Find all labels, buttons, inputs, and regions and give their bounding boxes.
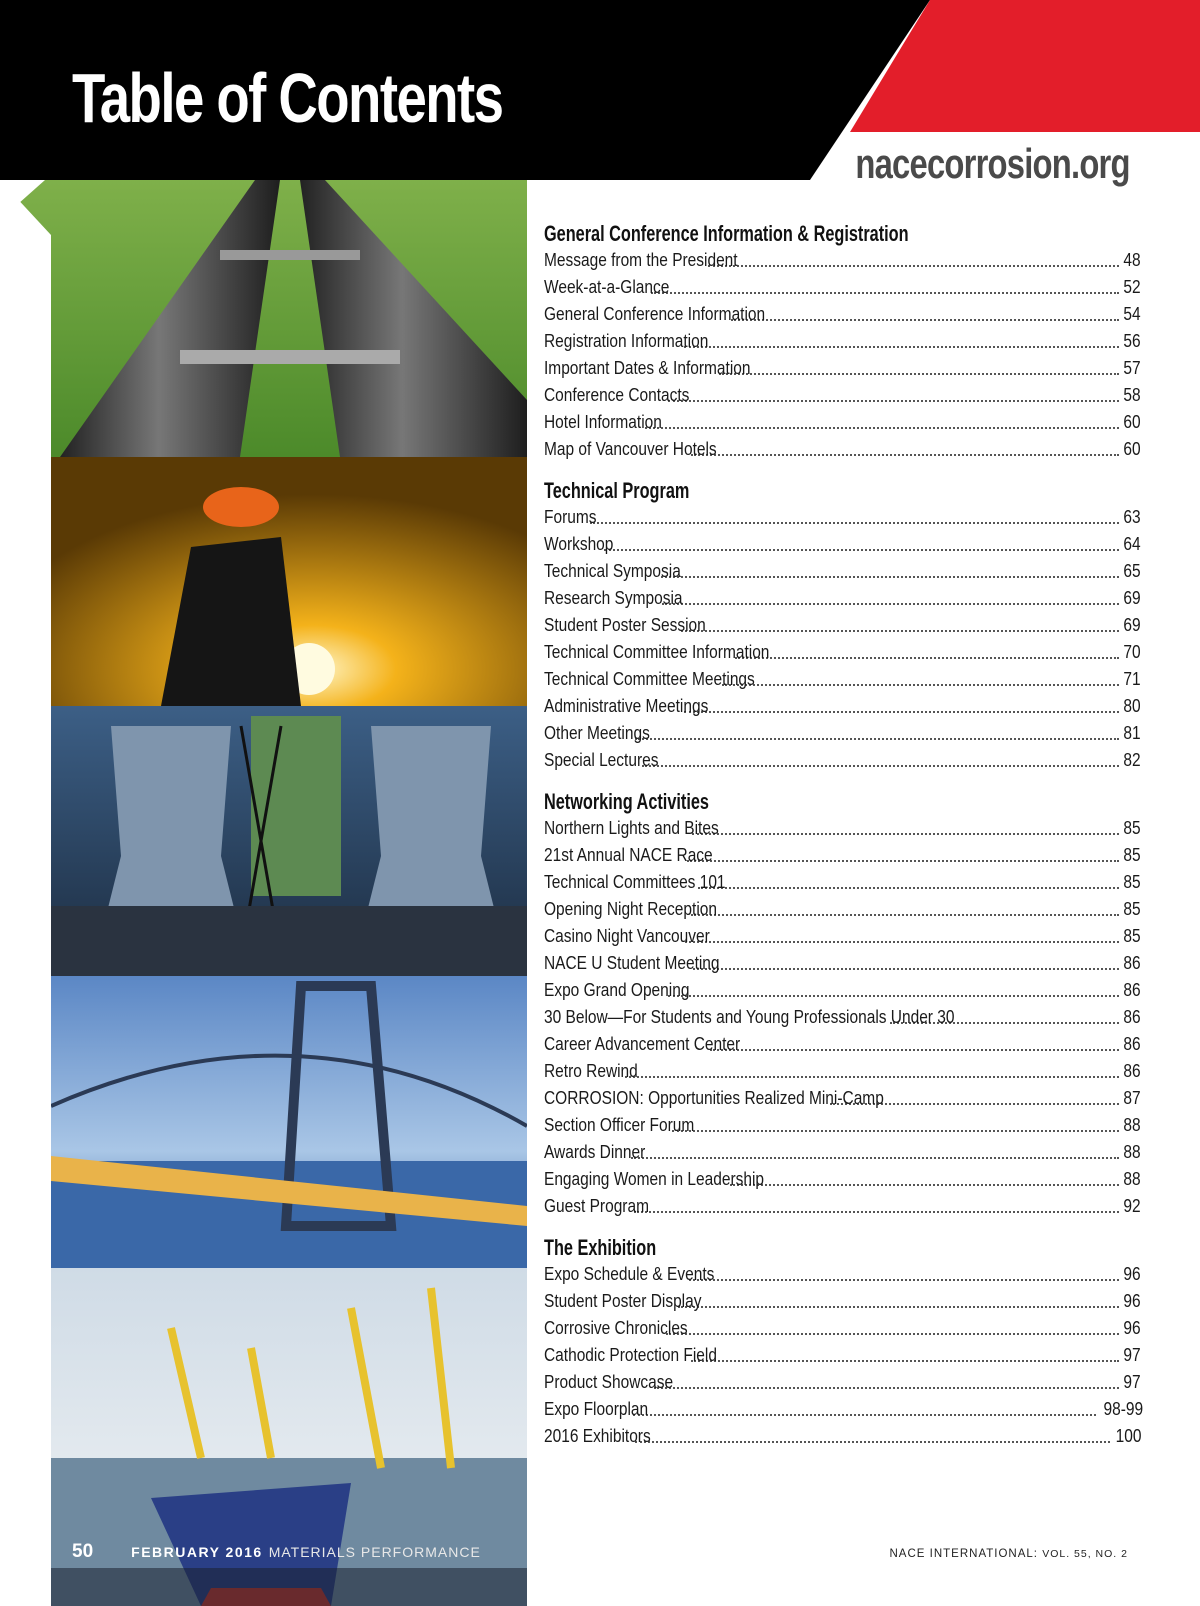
toc-entry[interactable] <box>544 1423 1142 1450</box>
dot-leader <box>692 833 1119 835</box>
toc-entry-label: Important Dates & Information <box>544 358 751 378</box>
toc-entry-label: Administrative Meetings <box>544 696 709 716</box>
toc-entry[interactable] <box>544 720 1141 747</box>
toc-entry[interactable] <box>544 693 1141 720</box>
dot-leader <box>681 630 1118 632</box>
dot-leader <box>634 1211 1119 1213</box>
toc-entry-label: Retro Rewind <box>544 1061 638 1081</box>
toc-entry-page: 85 <box>1123 899 1141 919</box>
toc-entry-label: Technical Symposia <box>544 561 681 581</box>
toc-entry-label: Hotel Information <box>544 412 662 432</box>
dot-leader <box>691 914 1119 916</box>
toc-entry-label: Conference Contacts <box>544 385 690 405</box>
toc-entry[interactable] <box>544 896 1141 923</box>
dot-leader <box>635 738 1119 740</box>
toc-entry-label: Expo Floorplan <box>544 1399 649 1419</box>
section-heading: General Conference Information & Registration <box>544 221 909 246</box>
dot-leader <box>672 1130 1119 1132</box>
toc-entry-page: 97 <box>1123 1345 1141 1365</box>
toc-entry-label: Awards Dinner <box>544 1142 646 1162</box>
toc-entry-page: 96 <box>1123 1264 1141 1284</box>
toc-entry[interactable] <box>544 531 1141 558</box>
table-of-contents <box>544 220 1144 1464</box>
toc-entry-label: Technical Committee Meetings <box>544 669 755 689</box>
toc-entry-page: 86 <box>1123 1034 1141 1054</box>
dot-leader <box>689 1279 1119 1281</box>
dot-leader <box>678 1306 1119 1308</box>
toc-entry-page: 85 <box>1123 872 1141 892</box>
toc-entry-page: 52 <box>1123 277 1141 297</box>
toc-entry-page: 71 <box>1123 669 1141 689</box>
magazine-name: MATERIALS PERFORMANCE <box>268 1544 481 1560</box>
toc-entry[interactable] <box>544 1288 1141 1315</box>
toc-entry-label: Section Officer Forum <box>544 1115 695 1135</box>
toc-entry-page: 86 <box>1123 980 1141 1000</box>
toc-entry[interactable] <box>544 1396 1144 1423</box>
toc-entry[interactable] <box>544 1085 1141 1112</box>
toc-entry-label: Technical Committee Information <box>544 642 770 662</box>
toc-entry-page: 85 <box>1123 845 1141 865</box>
toc-entry-page: 57 <box>1123 358 1141 378</box>
volume-number: VOL. 55, NO. 2 <box>1042 1548 1128 1560</box>
toc-entry-page: 65 <box>1123 561 1141 581</box>
dot-leader <box>662 603 1119 605</box>
dot-leader <box>604 549 1119 551</box>
toc-entry-page: 85 <box>1123 818 1141 838</box>
dot-leader <box>654 1387 1119 1389</box>
toc-entry[interactable] <box>544 328 1141 355</box>
dot-leader <box>625 1076 1119 1078</box>
toc-entry[interactable] <box>544 382 1141 409</box>
toc-entry-page: 58 <box>1123 385 1141 405</box>
toc-entry[interactable] <box>544 436 1141 463</box>
dot-leader <box>691 1360 1119 1362</box>
toc-entry[interactable] <box>544 639 1141 666</box>
site-url-link[interactable]: nacecorrosion.org <box>855 140 1130 187</box>
toc-entry[interactable] <box>544 585 1141 612</box>
toc-entry-page: 82 <box>1123 750 1141 770</box>
toc-entry[interactable] <box>544 1139 1141 1166</box>
photo-strip <box>0 180 527 1606</box>
dot-leader <box>693 968 1119 970</box>
dot-leader <box>645 427 1119 429</box>
pipeline-photo <box>0 180 527 457</box>
toc-entry-label: Cathodic Protection Field <box>544 1345 717 1365</box>
toc-entry-label: Expo Schedule & Events <box>544 1264 715 1284</box>
toc-entry-label: Career Advancement Center <box>544 1034 741 1054</box>
toc-entry[interactable] <box>544 842 1141 869</box>
dot-leader <box>719 373 1119 375</box>
dot-leader <box>730 1184 1119 1186</box>
toc-entry-page: 54 <box>1123 304 1141 324</box>
toc-entry-label: Student Poster Display <box>544 1291 702 1311</box>
toc-entry[interactable] <box>544 409 1141 436</box>
dot-leader <box>722 684 1118 686</box>
toc-entry[interactable] <box>544 950 1141 977</box>
toc-entry[interactable] <box>544 1261 1141 1288</box>
toc-entry-page: 100 <box>1115 1426 1142 1446</box>
toc-entry-page: 96 <box>1123 1318 1141 1338</box>
toc-entry[interactable] <box>544 815 1141 842</box>
toc-entry-label: Technical Committees 101 <box>544 872 726 892</box>
toc-entry-page: 86 <box>1123 1007 1141 1027</box>
dot-leader <box>651 292 1119 294</box>
toc-entry-label: NACE U Student Meeting <box>544 953 720 973</box>
toc-entry[interactable] <box>544 558 1141 585</box>
toc-entry-label: Northern Lights and Bites <box>544 818 719 838</box>
section-heading: The Exhibition <box>544 1235 657 1260</box>
footer-volume-line <box>890 1548 1129 1560</box>
toc-entry-page: 70 <box>1123 642 1141 662</box>
dot-leader <box>708 265 1119 267</box>
spray-worker-photo <box>51 457 527 706</box>
toc-entry-page: 88 <box>1123 1115 1141 1135</box>
section-heading: Technical Program <box>544 478 690 503</box>
dot-leader <box>710 1049 1119 1051</box>
toc-section <box>544 477 1141 774</box>
dot-leader <box>633 1414 1096 1416</box>
dot-leader <box>668 400 1119 402</box>
dot-leader <box>735 657 1119 659</box>
toc-entry-label: 30 Below—For Students and Young Professionals Under 30 <box>544 1007 955 1027</box>
bridge-photo <box>51 976 527 1268</box>
toc-entry-label: Week-at-a-Glance <box>544 277 670 297</box>
toc-entry[interactable] <box>544 274 1141 301</box>
toc-entry-label: Registration Information <box>544 331 709 351</box>
toc-entry-page: 64 <box>1123 534 1141 554</box>
dot-leader <box>631 1157 1119 1159</box>
issue-date: FEBRUARY 2016 <box>131 1544 263 1560</box>
toc-entry-label: 2016 Exhibitors <box>544 1426 651 1446</box>
dot-leader <box>691 454 1119 456</box>
toc-entry-label: Casino Night Vancouver <box>544 926 710 946</box>
toc-entry-page: 87 <box>1123 1088 1141 1108</box>
toc-entry-label: General Conference Information <box>544 304 766 324</box>
toc-entry[interactable] <box>544 1112 1141 1139</box>
toc-entry-label: Expo Grand Opening <box>544 980 690 1000</box>
toc-entry[interactable] <box>544 977 1141 1004</box>
dot-leader <box>666 1333 1118 1335</box>
toc-entry-label: Student Poster Session <box>544 615 706 635</box>
toc-entry-label: Product Showcase <box>544 1372 674 1392</box>
toc-section <box>544 788 1141 1220</box>
dot-leader <box>731 319 1119 321</box>
toc-entry-page: 85 <box>1123 926 1141 946</box>
toc-entry[interactable] <box>544 1031 1141 1058</box>
toc-entry-label: Other Meetings <box>544 723 650 743</box>
toc-entry-label: Special Lectures <box>544 750 659 770</box>
toc-entry-label: Workshop <box>544 534 614 554</box>
toc-entry[interactable] <box>544 1004 1141 1031</box>
toc-entry-label: Engaging Women in Leadership <box>544 1169 765 1189</box>
toc-entry[interactable] <box>544 301 1141 328</box>
dot-leader <box>687 860 1119 862</box>
dot-leader <box>642 765 1119 767</box>
toc-entry-page: 69 <box>1123 588 1141 608</box>
toc-entry[interactable] <box>544 1058 1141 1085</box>
toc-entry-page: 86 <box>1123 953 1141 973</box>
toc-entry[interactable] <box>544 1166 1141 1193</box>
toc-section <box>544 220 1141 463</box>
toc-entry-label: 21st Annual NACE Race <box>544 845 713 865</box>
toc-entry[interactable] <box>544 355 1141 382</box>
toc-entry-label: CORROSION: Opportunities Realized Mini-Camp <box>544 1088 884 1108</box>
toc-entry-page: 92 <box>1123 1196 1141 1216</box>
toc-entry-page: 69 <box>1123 615 1141 635</box>
dot-leader <box>668 995 1119 997</box>
toc-entry[interactable] <box>544 1369 1141 1396</box>
toc-entry-label: Guest Program <box>544 1196 649 1216</box>
toc-entry-page: 97 <box>1123 1372 1141 1392</box>
toc-entry-page: 63 <box>1123 507 1141 527</box>
dot-leader <box>661 576 1119 578</box>
toc-entry[interactable] <box>544 612 1141 639</box>
dot-leader <box>685 941 1119 943</box>
toc-entry[interactable] <box>544 869 1141 896</box>
toc-entry-page: 98-99 <box>1103 1399 1144 1419</box>
dot-leader <box>635 1441 1110 1443</box>
dot-leader <box>590 522 1119 524</box>
toc-entry-page: 86 <box>1123 1061 1141 1081</box>
toc-entry-label: Forums <box>544 507 597 527</box>
toc-entry[interactable] <box>544 247 1141 274</box>
dot-leader <box>698 887 1119 889</box>
toc-entry[interactable] <box>544 1193 1141 1220</box>
dot-leader <box>684 711 1119 713</box>
toc-entry-label: Opening Night Reception <box>544 899 717 919</box>
toc-entry-page: 88 <box>1123 1142 1141 1162</box>
page-number: 50 <box>72 1541 94 1562</box>
toc-entry[interactable] <box>544 1342 1141 1369</box>
toc-entry-label: Map of Vancouver Hotels <box>544 439 717 459</box>
cooling-tower-photo <box>51 706 527 976</box>
page-title: Table of Contents <box>72 59 503 137</box>
footer-issue-line <box>72 1541 481 1563</box>
toc-entry-label: Message from the President <box>544 250 738 270</box>
toc-entry-label: Research Symposia <box>544 588 683 608</box>
section-heading: Networking Activities <box>544 789 709 814</box>
toc-section <box>544 1234 1144 1450</box>
toc-entry-page: 60 <box>1123 439 1141 459</box>
toc-entry-page: 96 <box>1123 1291 1141 1311</box>
toc-entry[interactable] <box>544 1315 1141 1342</box>
toc-entry[interactable] <box>544 747 1141 774</box>
toc-entry-page: 48 <box>1123 250 1141 270</box>
dot-leader <box>684 346 1119 348</box>
toc-entry[interactable] <box>544 666 1141 693</box>
toc-entry[interactable] <box>544 504 1141 531</box>
org-name: NACE INTERNATIONAL: <box>889 1548 1038 1560</box>
toc-entry[interactable] <box>544 923 1141 950</box>
toc-entry-page: 56 <box>1123 331 1141 351</box>
toc-entry-label: Corrosive Chronicles <box>544 1318 688 1338</box>
toc-entry-page: 60 <box>1123 412 1141 432</box>
toc-entry-page: 80 <box>1123 696 1141 716</box>
toc-entry-page: 88 <box>1123 1169 1141 1189</box>
toc-entry-page: 81 <box>1123 723 1141 743</box>
